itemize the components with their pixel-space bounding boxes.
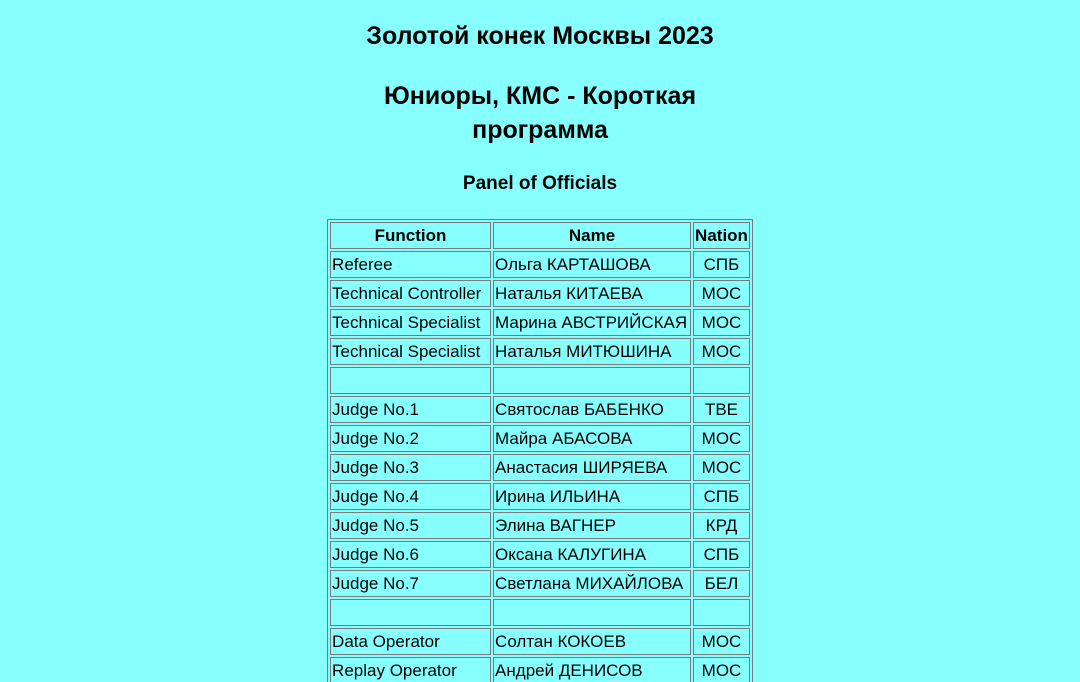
official-function-cell: Replay Operator [330,657,491,682]
official-function-cell: Technical Specialist [330,309,491,336]
official-nation-cell: МОС [693,425,750,452]
official-name-cell: Солтан КОКОЕВ [493,628,691,655]
official-name-cell: Ольга КАРТАШОВА [493,251,691,278]
table-row [330,628,750,655]
table-row [330,541,750,568]
official-name-cell [493,367,691,394]
official-nation-cell: МОС [693,280,750,307]
table-row [330,338,750,365]
official-function-cell: Judge No.7 [330,570,491,597]
name-header: Name [493,222,691,249]
official-name-cell: Святослав БАБЕНКО [493,396,691,423]
official-function-cell [330,599,491,626]
official-function-cell: Data Operator [330,628,491,655]
official-name-cell: Марина АВСТРИЙСКАЯ [493,309,691,336]
official-nation-cell: МОС [693,338,750,365]
official-function-cell: Technical Specialist [330,338,491,365]
official-function-cell: Judge No.6 [330,541,491,568]
official-nation-cell: МОС [693,628,750,655]
official-nation-cell: СПБ [693,251,750,278]
table-row [330,454,750,481]
official-nation-cell: МОС [693,454,750,481]
official-name-cell: Анастасия ШИРЯЕВА [493,454,691,481]
official-name-cell: Элина ВАГНЕР [493,512,691,539]
table-spacer-row [330,599,750,626]
official-nation-cell: СПБ [693,483,750,510]
table-row [330,570,750,597]
official-name-cell: Андрей ДЕНИСОВ [493,657,691,682]
panel-title: Panel of Officials [462,173,618,194]
official-name-cell: Ирина ИЛЬИНА [493,483,691,510]
officials-table [327,219,753,682]
official-function-cell: Judge No.4 [330,483,491,510]
table-row [330,396,750,423]
table-row [330,657,750,682]
officials-table-body [330,251,750,682]
official-nation-cell: СПБ [693,541,750,568]
table-row [330,280,750,307]
table-row [330,483,750,510]
category-title: Юниоры, КМС - Короткая программа [383,82,697,144]
table-header-row [330,222,750,249]
official-function-cell: Referee [330,251,491,278]
official-name-cell: Оксана КАЛУГИНА [493,541,691,568]
official-name-cell: Наталья МИТЮШИНА [493,338,691,365]
function-header: Function [330,222,491,249]
official-name-cell: Светлана МИХАЙЛОВА [493,570,691,597]
table-row [330,512,750,539]
table-row [330,309,750,336]
official-name-cell: Наталья КИТАЕВА [493,280,691,307]
official-function-cell [330,367,491,394]
official-nation-cell: БЕЛ [693,570,750,597]
official-function-cell: Technical Controller [330,280,491,307]
official-name-cell: Майра АБАСОВА [493,425,691,452]
official-function-cell: Judge No.3 [330,454,491,481]
official-nation-cell: МОС [693,657,750,682]
official-function-cell: Judge No.1 [330,396,491,423]
official-function-cell: Judge No.2 [330,425,491,452]
table-spacer-row [330,367,750,394]
table-row [330,251,750,278]
table-row [330,425,750,452]
official-nation-cell: ТВЕ [693,396,750,423]
event-title: Золотой конек Москвы 2023 [366,22,714,50]
official-name-cell [493,599,691,626]
official-nation-cell: МОС [693,309,750,336]
official-nation-cell: КРД [693,512,750,539]
official-nation-cell [693,599,750,626]
nation-header: Nation [693,222,750,249]
official-nation-cell [693,367,750,394]
official-function-cell: Judge No.5 [330,512,491,539]
